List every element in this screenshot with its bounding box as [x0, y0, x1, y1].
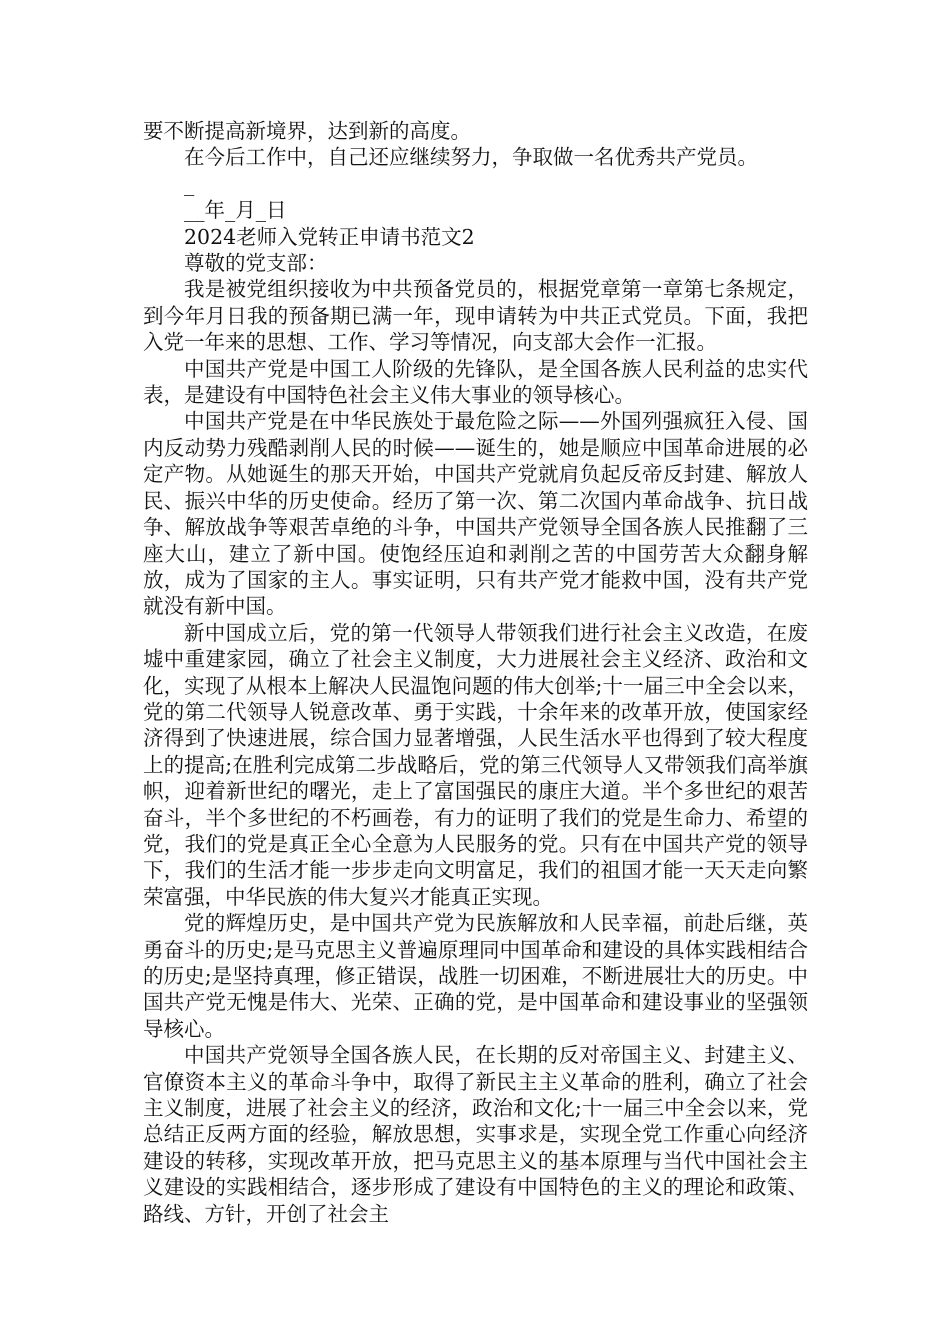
paragraph-closing: 在今后工作中，自己还应继续努力，争取做一名优秀共产党员。	[184, 145, 758, 170]
document-title: 2024老师入党转正申请书范文2	[184, 224, 475, 249]
paragraph-leadership: 中国共产党领导全国各族人民，在长期的反对帝国主义、封建主义、官僚资本主义的革命斗争中，取得了新民主主义革命的胜利，确立了社会主义制度，进展了社会主义的经济，政治和文化;十一届三中全会以来，党总结正反两方面的经验，解放思想，实事求是，实现全党工作重心向经济建设的转移，实现改革开放，把马克思主义的基本原理与当代中国社会主义建设的实践相结合，逐步形成了建设有中国特色的主义的理论和政策、路线、方针，开创了社会主	[143, 1043, 808, 1226]
paragraph-party-founding: 中国共产党是在中华民族处于最危险之际——外国列强疯狂入侵、国内反动势力残酷剥削人民的时候——诞生的，她是顺应中国革命进展的必定产物。从她诞生的那天开始，中国共产党就肩负起反帝反封建、解放人民、振兴中华的历史使命。经历了第一次、第二次国内革命战争、抗日战争、解放战争等艰苦卓绝的斗争，中国共产党领导全国各族人民推翻了三座大山，建立了新中国。使饱经压迫和剥削之苦的中国劳苦大众翻身解放，成为了国家的主人。事实证明，只有共产党才能救中国，没有共产党就没有新中国。	[143, 409, 808, 619]
paragraph-intro: 我是被党组织接收为中共预备党员的，根据党章第一章第七条规定，到今年月日我的预备期已满一年，现申请转为中共正式党员。下面，我把入党一年来的思想、工作、学习等情况，向支部大会作一汇报。	[143, 277, 808, 355]
document-page	[143, 118, 808, 1227]
salutation: 尊敬的党支部：	[184, 251, 328, 276]
paragraph-new-china: 新中国成立后，党的第一代领导人带领我们进行社会主义改造，在废墟中重建家园，确立了社会主义制度，大力进展社会主义经济、政治和文化，实现了从根本上解决人民温饱问题的伟大创举;十一届三中全会以来，党的第二代领导人锐意改革、勇于实践，十余年来的改革开放，使国家经济得到了快速进展，综合国力显著增强，人民生活水平也得到了较大程度上的提高;在胜利完成第二步战略后，党的第三代领导人又带领我们高举旗帜，迎着新世纪的曙光，走上了富国强民的康庄大道。半个多世纪的艰苦奋斗，半个多世纪的不朽画卷，有力的证明了我们的党是生命力、希望的党，我们的党是真正全心全意为人民服务的党。只有在中国共产党的领导下，我们的生活才能一步步走向文明富足，我们的祖国才能一天天走向繁荣富强，中华民族的伟大复兴才能真正实现。	[143, 620, 808, 909]
signature-blank: _	[184, 171, 195, 196]
date-line: __年_月_日	[184, 198, 287, 223]
paragraph-glorious-history: 党的辉煌历史，是中国共产党为民族解放和人民幸福，前赴后继，英勇奋斗的历史;是马克思主义普遍原理同中国革命和建设的具体实践相结合的历史;是坚持真理，修正错误，战胜一切困难，不断进展壮大的历史。中国共产党无愧是伟大、光荣、正确的党，是中国革命和建设事业的坚强领导核心。	[143, 911, 808, 1041]
paragraph-continuation: 要不断提高新境界，达到新的高度。	[143, 119, 471, 143]
paragraph-party-nature: 中国共产党是中国工人阶级的先锋队，是全国各族人民利益的忠实代表，是建设有中国特色社会主义伟大事业的领导核心。	[143, 356, 808, 408]
